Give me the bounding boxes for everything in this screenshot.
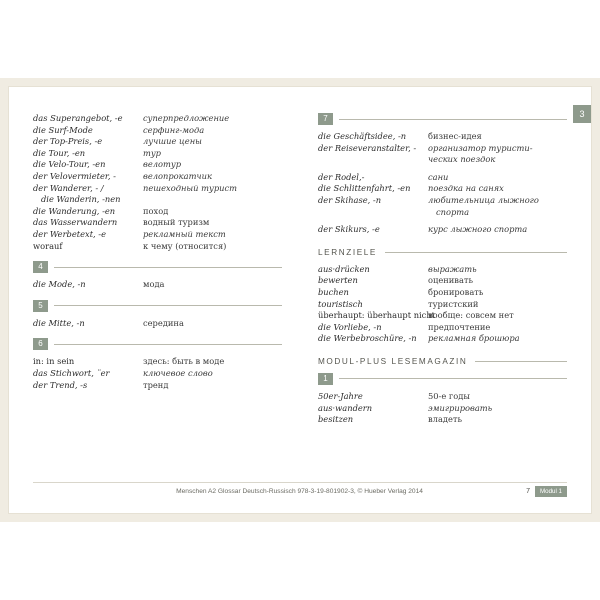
modulplus-title: MODUL-PLUS LESEMAGAZIN bbox=[318, 356, 468, 366]
russian-translation: сани bbox=[428, 171, 449, 182]
section-rule bbox=[54, 305, 282, 306]
vocab-entry bbox=[33, 229, 282, 241]
russian-translation: поход bbox=[143, 205, 169, 216]
german-term: der Trend, -s bbox=[33, 379, 88, 390]
german-term: das Stichwort, ¨er bbox=[33, 367, 110, 378]
german-term: worauf bbox=[33, 240, 63, 251]
russian-translation: ключевое слово bbox=[143, 367, 213, 378]
russian-translation: бронировать bbox=[428, 286, 484, 297]
section-marker-5 bbox=[33, 300, 282, 312]
russian-translation: оценивать bbox=[428, 275, 474, 286]
russian-translation: суперпредложение bbox=[143, 113, 230, 123]
footer-module-badge: Modul 1 bbox=[535, 486, 567, 497]
russian-translation: водный туризм bbox=[143, 217, 210, 228]
german-term: die Geschäftsidee, -n bbox=[318, 131, 407, 141]
vocab-entry bbox=[318, 287, 567, 299]
german-term: besitzen bbox=[318, 414, 354, 425]
vocab-entry bbox=[33, 183, 282, 195]
german-term: der Rodel,- bbox=[318, 171, 365, 182]
german-term: der Wanderer, - / bbox=[33, 182, 104, 193]
russian-translation: предпочтение bbox=[428, 321, 491, 332]
section-rule bbox=[54, 344, 282, 345]
vocab-entry bbox=[318, 143, 567, 155]
modulplus-entries bbox=[318, 391, 567, 426]
right-column bbox=[300, 113, 567, 469]
russian-translation: курс лыжного спорта bbox=[428, 224, 528, 235]
section-rule bbox=[339, 378, 567, 379]
section-number: 5 bbox=[33, 300, 48, 312]
section-rule bbox=[339, 119, 567, 120]
section-4-entries bbox=[33, 279, 282, 291]
russian-translation: велотур bbox=[143, 159, 182, 170]
german-term: der Reiseveranstalter, - bbox=[318, 142, 417, 153]
german-term: aus·drücken bbox=[318, 263, 370, 274]
vocab-entry bbox=[318, 264, 567, 276]
section-number: 4 bbox=[33, 261, 48, 273]
german-term: bewerten bbox=[318, 275, 358, 286]
vocab-entry bbox=[318, 310, 567, 322]
footer-credit: Menschen A2 Glossar Deutsch-Russisch 978-3-19-801902-3, © Hueber Verlag 2014 bbox=[176, 488, 423, 495]
lernziele-heading bbox=[318, 248, 567, 257]
russian-translation: мода bbox=[143, 279, 165, 290]
russian-translation: туристский bbox=[428, 298, 479, 309]
vocab-entry bbox=[33, 206, 282, 218]
modulplus-heading bbox=[318, 357, 567, 366]
russian-translation: выражать bbox=[428, 263, 477, 274]
section-number: 7 bbox=[318, 113, 333, 125]
section-marker-6 bbox=[33, 338, 282, 350]
section-6-entries bbox=[33, 356, 282, 391]
german-term: die Werbebroschüre, -n bbox=[318, 333, 417, 344]
russian-translation: серфинг-мода bbox=[143, 124, 205, 135]
german-term: buchen bbox=[318, 286, 349, 297]
glossary-page bbox=[8, 86, 592, 514]
vocab-entry bbox=[33, 194, 282, 206]
lernziele-title: LERNZIELE bbox=[318, 247, 377, 257]
german-term: die Mode, -n bbox=[33, 279, 86, 290]
left-column bbox=[33, 113, 300, 469]
russian-translation: организатор туристи- bbox=[428, 142, 533, 153]
vocab-entry bbox=[318, 414, 567, 426]
vocab-entry bbox=[33, 125, 282, 137]
russian-translation: вообще: совсем нет bbox=[428, 310, 514, 321]
vocab-entry bbox=[318, 131, 567, 143]
vocab-entry bbox=[318, 224, 567, 236]
section-number: 6 bbox=[33, 338, 48, 350]
section-7-entries bbox=[318, 131, 567, 236]
german-term: touristisch bbox=[318, 298, 363, 309]
vocab-entry bbox=[33, 217, 282, 229]
page-footer bbox=[33, 486, 567, 497]
vocab-block-continued bbox=[33, 113, 282, 252]
two-column-layout bbox=[33, 113, 567, 469]
vocab-entry bbox=[33, 318, 282, 330]
vocab-entry-continuation bbox=[318, 154, 567, 166]
russian-translation: лучшие цены bbox=[143, 136, 202, 147]
german-term: die Wanderin, -nen bbox=[41, 194, 121, 205]
german-term bbox=[318, 154, 428, 166]
vocab-entry bbox=[318, 275, 567, 287]
heading-rule bbox=[475, 361, 567, 362]
russian-translation: 50-е годы bbox=[428, 390, 470, 401]
lernziele-entries bbox=[318, 264, 567, 345]
german-term: die Schlittenfahrt, -en bbox=[318, 183, 411, 194]
section-marker-7 bbox=[318, 113, 567, 125]
vocab-entry bbox=[318, 183, 567, 195]
russian-translation: ческих поездок bbox=[428, 154, 496, 165]
german-term: das Wasserwandern bbox=[33, 217, 118, 228]
vocab-entry bbox=[318, 403, 567, 415]
vocab-entry bbox=[318, 391, 567, 403]
german-term: überhaupt: überhaupt nicht bbox=[318, 310, 436, 321]
russian-translation: поездка на санях bbox=[428, 183, 504, 194]
section-number: 1 bbox=[318, 373, 333, 385]
russian-translation: середина bbox=[143, 317, 184, 328]
german-term: 50er-Jahre bbox=[318, 390, 363, 401]
vocab-entry bbox=[33, 136, 282, 148]
german-term: die Mitte, -n bbox=[33, 317, 85, 328]
vocab-entry bbox=[318, 322, 567, 334]
german-term: die Wanderung, -en bbox=[33, 205, 116, 216]
russian-translation: здесь: быть в моде bbox=[143, 356, 225, 367]
heading-rule bbox=[385, 252, 567, 253]
section-marker-1 bbox=[318, 373, 567, 385]
russian-translation: тренд bbox=[143, 379, 169, 390]
vocab-entry bbox=[33, 159, 282, 171]
book-page-frame bbox=[0, 78, 600, 522]
vocab-entry bbox=[33, 279, 282, 291]
vocab-entry bbox=[33, 148, 282, 160]
german-term: das Superangebot, -e bbox=[33, 113, 123, 123]
russian-translation: бизнес-идея bbox=[428, 131, 482, 141]
german-term: der Werbetext, -e bbox=[33, 228, 107, 239]
russian-translation: велопрокатчик bbox=[143, 170, 212, 181]
vocab-entry bbox=[318, 299, 567, 311]
footer-page-number: 7 bbox=[526, 488, 530, 495]
vocab-entry bbox=[33, 368, 282, 380]
vocab-entry bbox=[33, 113, 282, 125]
russian-translation: владеть bbox=[428, 414, 463, 425]
german-term: die Tour, -en bbox=[33, 147, 86, 158]
russian-translation bbox=[151, 194, 282, 206]
vocab-entry bbox=[33, 380, 282, 392]
german-term: der Skihase, -n bbox=[318, 194, 382, 205]
german-term: der Skikurs, -e bbox=[318, 224, 380, 235]
russian-translation: рекламный текст bbox=[143, 228, 226, 239]
russian-translation: любительница лыжного bbox=[428, 194, 539, 205]
vocab-entry bbox=[33, 241, 282, 253]
vocab-entry bbox=[318, 195, 567, 207]
vocab-entry bbox=[33, 171, 282, 183]
vocab-entry bbox=[318, 172, 567, 184]
russian-translation: пешеходный турист bbox=[143, 182, 238, 193]
german-term: der Top-Preis, -e bbox=[33, 136, 103, 147]
german-term: in: in sein bbox=[33, 356, 75, 367]
vocab-entry bbox=[318, 333, 567, 345]
german-term: aus·wandern bbox=[318, 402, 373, 413]
chapter-tab: 3 bbox=[573, 105, 591, 123]
german-term: die Surf-Mode bbox=[33, 124, 93, 135]
section-rule bbox=[54, 267, 282, 268]
section-marker-4 bbox=[33, 261, 282, 273]
russian-translation: к чему (относится) bbox=[143, 240, 227, 251]
russian-translation: рекламная брошюра bbox=[428, 333, 520, 344]
footer-divider bbox=[33, 482, 567, 483]
german-term: die Velo-Tour, -en bbox=[33, 159, 106, 170]
section-5-entries bbox=[33, 318, 282, 330]
german-term bbox=[318, 207, 428, 219]
vocab-entry bbox=[33, 356, 282, 368]
russian-translation: эмигрировать bbox=[428, 402, 493, 413]
russian-translation: тур bbox=[143, 147, 161, 158]
russian-translation: спорта bbox=[436, 206, 470, 217]
vocab-entry-continuation bbox=[318, 207, 567, 219]
german-term: die Vorliebe, -n bbox=[318, 321, 382, 332]
german-term: der Velovermieter, - bbox=[33, 170, 116, 181]
